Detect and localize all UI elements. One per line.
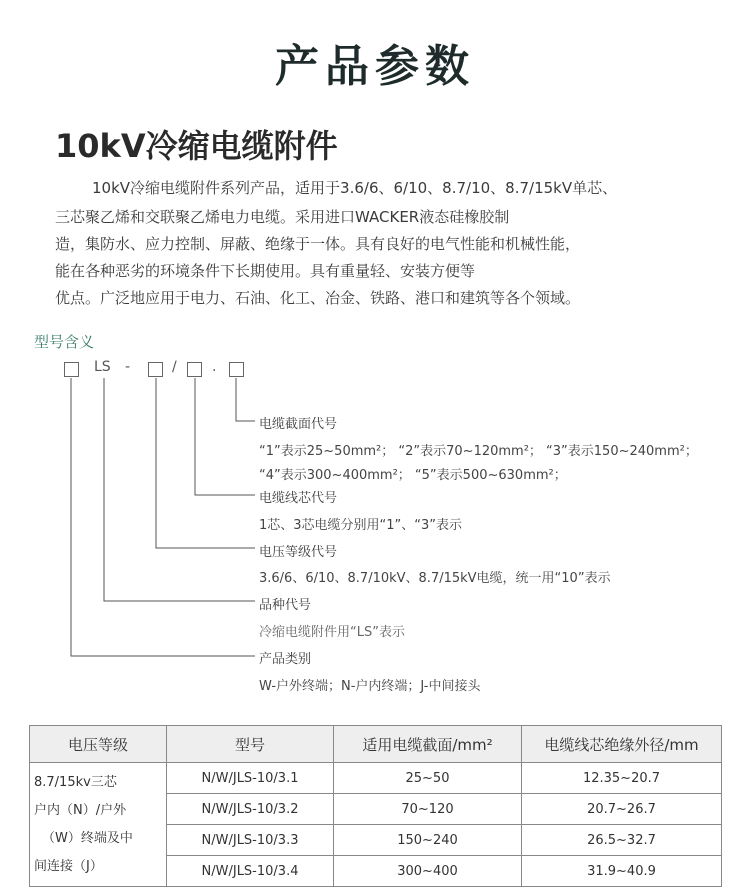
page-title: 产品参数 — [275, 41, 475, 92]
description-line-2: 三芯聚乙烯和交联聚乙烯电力电缆。采用进口WACKER液态硅橡胶制 — [55, 208, 510, 226]
expl-category-head: 产品类别 — [259, 652, 312, 667]
code-slash: / — [172, 359, 177, 375]
cell-model: N/W/JLS-10/3.4 — [167, 856, 334, 887]
model-meaning-label: 型号含义 — [34, 333, 95, 351]
description-line-3: 造，集防水、应力控制、屏蔽、绝缘于一体。具有良好的电气性能和机械性能， — [55, 235, 581, 253]
expl-section-line-2: “4”表示300~400mm²； “5”表示500~630mm²； — [259, 468, 567, 483]
expl-voltage-line-1: 3.6/6、6/10、8.7/10kV、8.7/15kV电缆，统一用“10”表示 — [259, 571, 611, 586]
header-section: 适用电缆截面/mm² — [334, 726, 522, 763]
cell-model: N/W/JLS-10/3.3 — [167, 825, 334, 856]
voltage-line: 间连接（J） — [34, 858, 103, 874]
spec-table-header — [30, 726, 722, 763]
product-heading-number: 10 — [55, 127, 100, 165]
cell-model: N/W/JLS-10/3.2 — [167, 794, 334, 825]
spec-table — [29, 725, 722, 887]
cell-section: 150~240 — [334, 825, 522, 856]
connector-core — [195, 378, 255, 495]
cell-model: N/W/JLS-10/3.1 — [167, 763, 334, 794]
voltage-group-cell — [30, 763, 167, 887]
code-dot: . — [212, 359, 217, 375]
expl-variety-line-1: 冷缩电缆附件用“LS”表示 — [259, 625, 405, 640]
voltage-line: 户内（N）/户外 — [34, 802, 127, 818]
connector-variety — [104, 378, 255, 601]
connector-section — [236, 378, 255, 421]
expl-category-line-1: W-户外终端；N-户内终端；J-中间接头 — [259, 679, 481, 694]
header-model: 型号 — [167, 726, 334, 763]
product-heading-text: kV冷缩电缆附件 — [99, 127, 338, 165]
voltage-line: （W）终端及中 — [42, 830, 133, 846]
cell-diameter: 12.35~20.7 — [522, 763, 722, 794]
cell-diameter: 31.9~40.9 — [522, 856, 722, 887]
expl-section-head: 电缆截面代号 — [259, 417, 338, 432]
header-diameter: 电缆线芯绝缘外径/mm — [522, 726, 722, 763]
expl-core-head: 电缆线芯代号 — [259, 491, 338, 506]
cell-diameter: 26.5~32.7 — [522, 825, 722, 856]
connector-voltage — [156, 378, 255, 548]
expl-variety-head: 品种代号 — [259, 598, 312, 613]
description-line-5: 优点。广泛地应用于电力、石油、化工、冶金、铁路、港口和建筑等各个领域。 — [55, 289, 581, 307]
expl-core-line-1: 1芯、3芯电缆分别用“1”、“3”表示 — [259, 518, 463, 533]
cell-section: 70~120 — [334, 794, 522, 825]
cell-section: 25~50 — [334, 763, 522, 794]
connector-category — [71, 378, 255, 656]
cell-diameter: 20.7~26.7 — [522, 794, 722, 825]
header-voltage: 电压等级 — [30, 726, 167, 763]
description-line-4: 能在各种恶劣的环境条件下长期使用。具有重量轻、安装方便等 — [55, 262, 476, 280]
cell-section: 300~400 — [334, 856, 522, 887]
expl-voltage-head: 电压等级代号 — [259, 545, 338, 560]
code-ls: LS — [94, 359, 111, 375]
table-row — [30, 763, 722, 794]
voltage-line: 8.7/15kv三芯 — [34, 774, 117, 790]
expl-section-line-1: “1”表示25~50mm²； “2”表示70~120mm²； “3”表示150~240mm²； — [259, 444, 698, 459]
description-line-1: 10kV冷缩电缆附件系列产品，适用于3.6/6、6/10、8.7/10、8.7/15kV单芯、 — [92, 179, 618, 197]
code-dash: - — [125, 359, 131, 375]
